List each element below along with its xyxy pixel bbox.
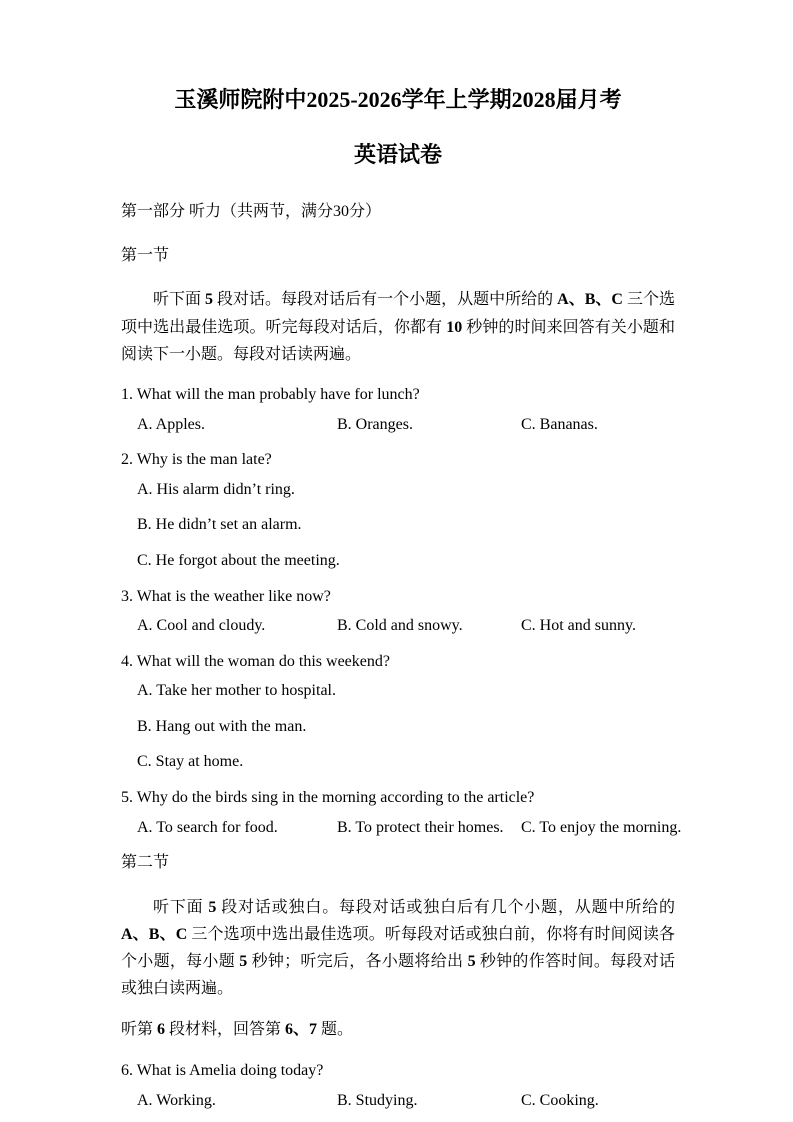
question-6-text: 6. What is Amelia doing today? xyxy=(121,1062,324,1080)
question-6-option-c: C. Cooking. xyxy=(521,1091,599,1109)
question-5-option-a: A. To search for food. xyxy=(137,818,278,836)
text-segment: A、B、C xyxy=(121,926,188,944)
question-1-option-c: C. Bananas. xyxy=(521,415,598,433)
text-segment: 段材料，回答第 xyxy=(165,1020,286,1038)
text-segment: 段对话。每段对话后有一个小题，从题中所给的 xyxy=(213,291,558,309)
text-segment: 听下面 xyxy=(153,898,209,916)
question-2 xyxy=(121,447,675,573)
question-2-option-c: C. He forgot about the meeting. xyxy=(137,551,340,569)
question-5-option-b: B. To protect their homes. xyxy=(337,818,504,836)
section1-instructions xyxy=(121,286,675,368)
section2-heading: 第二节 xyxy=(121,854,170,872)
text-segment: 10 xyxy=(446,318,463,336)
question-1-text: 1. What will the man probably have for lunch? xyxy=(121,385,420,403)
question-6-option-b: B. Studying. xyxy=(337,1091,418,1109)
question-3-option-a: A. Cool and cloudy. xyxy=(137,617,266,635)
question-5-text: 5. Why do the birds sing in the morning according to the article? xyxy=(121,789,535,807)
text-segment: 6、7 xyxy=(285,1020,318,1038)
question-2-option-b: B. He didn’t set an alarm. xyxy=(137,516,302,534)
text-segment: 秒钟的作答时间。每段对话或独白读两遍。 xyxy=(121,953,675,998)
text-segment: 5 xyxy=(467,953,476,971)
question-3-option-b: B. Cold and snowy. xyxy=(337,617,463,635)
question-5-options xyxy=(121,815,682,841)
question-2-option-a: A. His alarm didn’t ring. xyxy=(137,480,295,498)
section1-heading: 第一节 xyxy=(121,246,170,264)
question-4-option-a: A. Take her mother to hospital. xyxy=(137,682,336,700)
text-segment: 三个选项中选出最佳选项。听每段对话或独白前，你将有时间阅读各个小题，每小题 xyxy=(121,926,675,971)
text-segment: 5 xyxy=(208,898,217,916)
question-1-options xyxy=(121,412,675,438)
question-6-option-a: A. Working. xyxy=(137,1091,216,1109)
text-segment: 听第 xyxy=(121,1020,158,1038)
question-4-option-b: B. Hang out with the man. xyxy=(137,717,307,735)
question-5 xyxy=(121,785,682,840)
text-segment: A、B、C xyxy=(557,291,623,309)
section2-instructions xyxy=(121,894,675,1003)
text-segment: 5 xyxy=(239,953,248,971)
text-segment: 秒钟的时间来回答有关小题和阅读下一小题。每段对话读两遍。 xyxy=(121,318,675,363)
question-5-option-c: C. To enjoy the morning. xyxy=(521,818,682,836)
question-3-option-c: C. Hot and sunny. xyxy=(521,617,636,635)
question-6 xyxy=(121,1058,675,1113)
question-4-option-c: C. Stay at home. xyxy=(137,753,244,771)
question-1-option-b: B. Oranges. xyxy=(337,415,413,433)
material-6-line xyxy=(121,1017,675,1043)
text-segment: 听下面 xyxy=(153,291,206,309)
text-segment: 秒钟；听完后，各小题将给出 xyxy=(247,953,468,971)
question-1-option-a: A. Apples. xyxy=(137,415,205,433)
text-segment: 三个选项中选出最佳选项。听完每段对话后，你都有 xyxy=(121,291,675,336)
question-3 xyxy=(121,584,675,639)
question-6-options xyxy=(121,1088,675,1114)
text-segment: 5 xyxy=(205,291,214,309)
question-2-text: 2. Why is the man late? xyxy=(121,451,272,469)
text-segment: 题。 xyxy=(317,1020,354,1038)
question-3-options xyxy=(121,613,675,639)
question-1 xyxy=(121,382,675,437)
text-segment: 段对话或独白。每段对话或独白后有几个小题，从题中所给的 xyxy=(216,898,675,916)
part1-heading: 第一部分 听力（共两节，满分30分） xyxy=(121,203,382,221)
exam-subtitle: 英语试卷 xyxy=(353,141,442,167)
question-3-text: 3. What is the weather like now? xyxy=(121,587,331,605)
text-segment: 6 xyxy=(157,1020,166,1038)
question-4-text: 4. What will the woman do this weekend? xyxy=(121,652,390,670)
exam-title: 玉溪师院附中2025-2026学年上学期2028届月考 xyxy=(174,87,622,112)
question-4 xyxy=(121,649,675,775)
